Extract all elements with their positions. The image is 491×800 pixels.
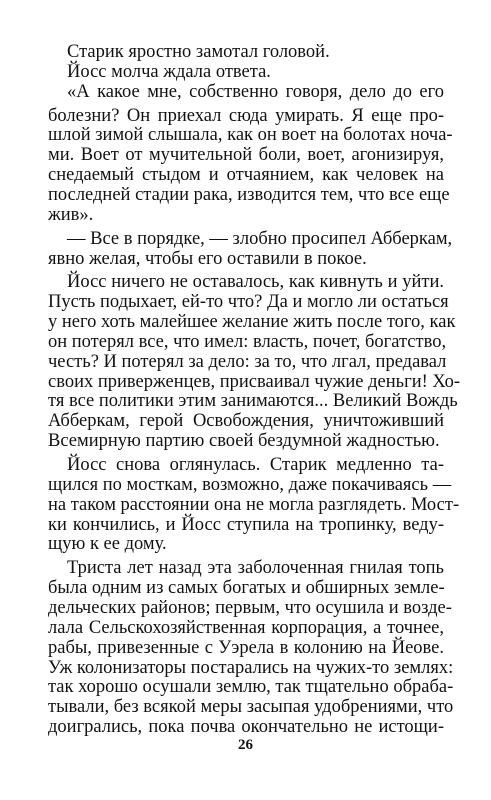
text-line: Уж колонизаторы постарались на чужих-то землях:: [48, 657, 454, 678]
text-line: тывали, без всякой меры засыпая удобрениями, что: [48, 697, 454, 718]
text-line: последней стадии рака, изводится тем, что все еще: [48, 184, 450, 205]
text-line: на таком расстоянии она не могла разглядеть. Мост-: [48, 494, 460, 515]
text-line: ки кончились, и Йосс ступила на тропинку, веду-: [48, 514, 444, 535]
text-line: у него хоть малейшее желание жить после того, как: [48, 312, 456, 332]
text-line: Триста лет назад эта заболоченная гнилая топь: [67, 558, 444, 579]
text-line: своих приверженцев, присваивал чужие деньги! Хо-: [48, 371, 460, 392]
text-line: дельческих районов; первым, что осушила и возде-: [48, 597, 452, 618]
text-line: рабы, привезенные с Уэрела в колонию на Йеове.: [48, 637, 444, 658]
text-line: Старик яростно замотал головой.: [67, 42, 330, 62]
text-line: он потерял все, что имел: власть, почет, богатство,: [48, 331, 447, 352]
text-line: болезни? Он приехал сюда умирать. Я еще про-: [48, 105, 444, 126]
text-line: Йосс молча ждала ответа.: [67, 61, 271, 82]
text-line: шлой зимой слышала, как он воет на болотах ноча-: [48, 125, 453, 146]
text-line: честь? И потерял за дело: за то, что лгал, предавал: [48, 351, 447, 372]
text-line: ми. Воет от мучительной боли, воет, агонизируя,: [48, 145, 444, 166]
text-line: явно желая, чтобы его оставили в покое.: [48, 248, 367, 269]
text-line: Йосс снова оглянулась. Старик медленно та-: [67, 455, 444, 475]
page-number: 26: [238, 737, 253, 753]
text-line: «А какое мне, собственно говоря, дело до его: [67, 81, 444, 102]
text-line: — Все в порядке, — злобно просипел Абберкам,: [67, 228, 453, 249]
text-line: Абберкам, герой Освобождения, уничтоживший: [48, 411, 444, 432]
text-line: снедаемый стыдом и отчаянием, как человек на: [48, 165, 444, 186]
text-line: лала Сельскохозяйственная корпорация, а точнее,: [48, 617, 444, 638]
text-line: Всемирную партию своей бездумной жадностью.: [48, 431, 440, 452]
text-line: Пусть подыхает, ей-то что? Да и могло ли остаться: [48, 292, 449, 313]
text-line: тя все политики этим занимаются... Великий Вождь: [48, 391, 458, 412]
text-line: доигрались, пока почва окончательно не истощи-: [48, 717, 444, 737]
text-line: была одним из самых богатых и обширных земле-: [48, 578, 445, 599]
text-line: так хорошо осушали землю, так тщательно обраба-: [48, 677, 454, 698]
text-line: жив».: [48, 204, 94, 225]
text-line: Йосс ничего не оставалось, как кивнуть и уйти.: [67, 272, 444, 293]
text-line: щую к ее дому.: [48, 534, 167, 555]
text-line: щился по мосткам, возможно, даже покачиваясь —: [48, 474, 452, 495]
